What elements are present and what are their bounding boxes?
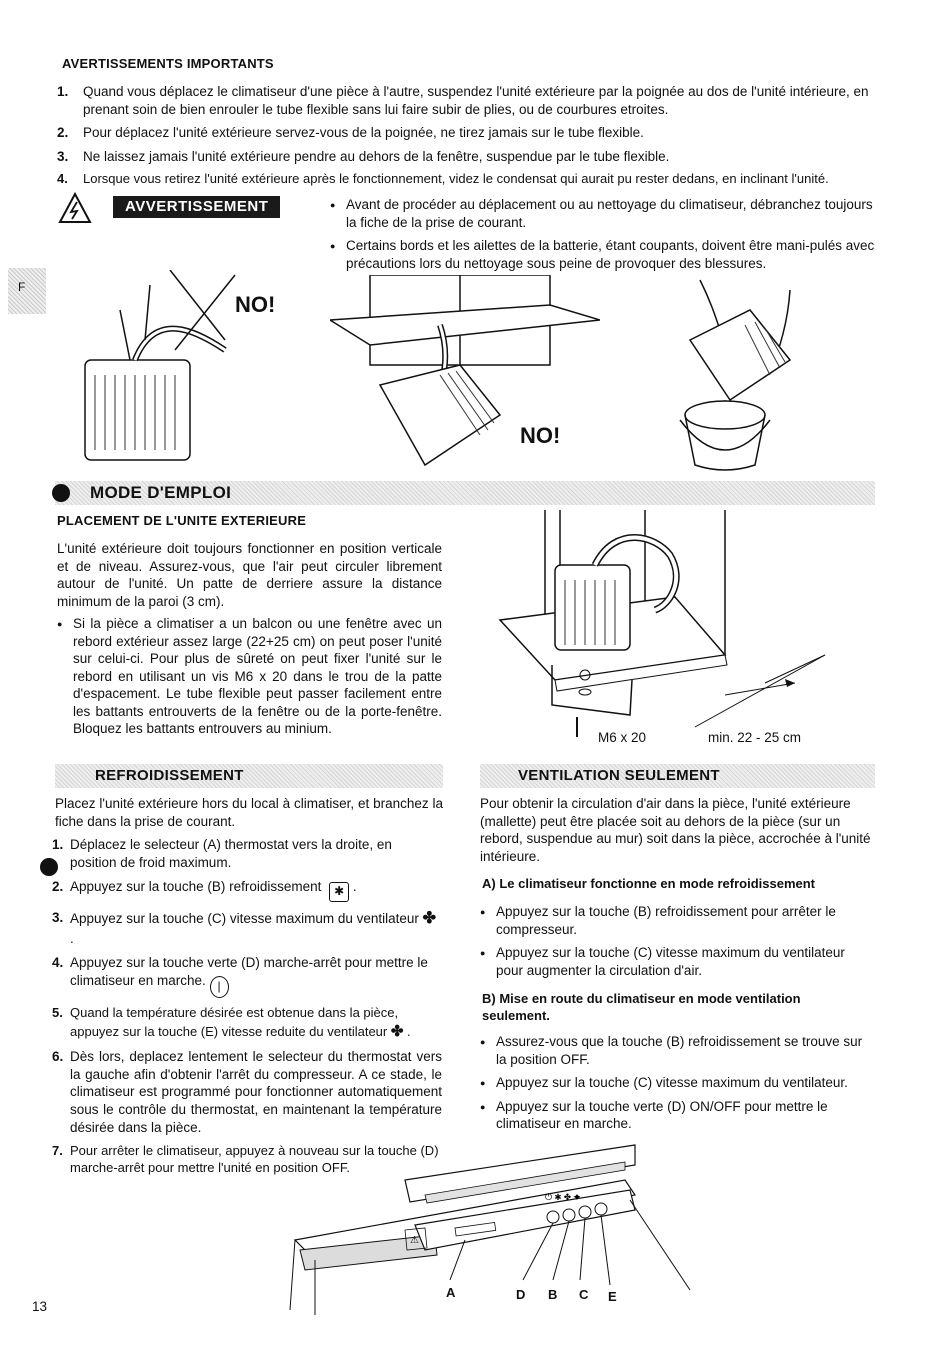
fan-high-icon: ✤: [422, 910, 437, 928]
list-item: 2. Appuyez sur la touche (B) refroidissement ✱ .: [52, 878, 442, 902]
avvertissement-bullets: [330, 196, 875, 278]
list-item: 7. Pour arrêter le climatiseur, appuyez à nouveau sur la touche (D) marche-arrêt pour mettre l'unité en position OFF.: [52, 1143, 439, 1175]
ventilation-section-a-title: A) Le climatiseur fonctionne en mode refroidissement: [482, 876, 816, 891]
placement-text: L'unité extérieure doit toujours fonctionner en position verticale et de niveau. Assurez-vous, que l'air peut circuler librement autour de l'unité. Un patte de derriere assure la distance minimum de la paroi (3 cm).: [57, 541, 442, 609]
panel-label-e: E: [608, 1289, 617, 1304]
refroidissement-intro: Placez l'unité extérieure hors du local à climatiser, et branchez la fiche dans la prise de courant.: [55, 796, 443, 829]
page-number: 13: [32, 1299, 48, 1314]
list-item: ● Certains bords et les ailettes de la batterie, étant coupants, doivent être mani-pulés avec précautions lors du nettoyage sous peine de provoquer des blessures.: [330, 237, 875, 272]
list-item: 5. Quand la température désirée est obtenue dans la pièce, appuyez sur la touche (E) vitesse reduite du ventilateur ✤ .: [52, 1004, 411, 1040]
list-item: ● Assurez-vous que la touche (B) refroidissement se trouve sur la position OFF.: [480, 1033, 875, 1068]
list-item: 4. Appuyez sur la touche verte (D) marche-arrêt pour mettre le climatiseur en marche. |: [52, 954, 442, 998]
placement-bullets: [57, 615, 442, 744]
fan-low-icon: ✤: [390, 1022, 404, 1040]
illustration-control-panel: [285, 1140, 705, 1320]
list-item: ● Appuyez sur la touche verte (D) ON/OFF pour mettre le climatiseur en marche.: [480, 1098, 875, 1133]
snowflake-icon: ✱: [329, 882, 349, 902]
power-icon: |: [210, 976, 229, 998]
warning-item: 1. Quand vous déplacez le climatiseur d'une pièce à l'autre, suspendez l'unité extérieure par la poignée au dos de l'unité intérieure, en prenant soin de bien enrouler le tube flexible sans lui faire subir de plies, ou de courbures etroites.: [57, 84, 869, 117]
list-item: ● Appuyez sur la touche (C) vitesse maximum du ventilateur pour augmenter la circulation d'air.: [480, 944, 875, 979]
illustration-no-hang-window: [330, 275, 600, 475]
fig-screw-label: M6 x 20: [598, 730, 647, 745]
panel-label-c: C: [579, 1287, 589, 1302]
panel-label-d: D: [516, 1287, 526, 1302]
side-tab: F: [8, 268, 46, 314]
no-label: NO!: [235, 292, 276, 317]
svg-text:⏻ ✱ ✤ ✦: ⏻ ✱ ✤ ✦: [545, 1192, 581, 1202]
electric-warning-icon: [58, 192, 92, 224]
list-item: ● Appuyez sur la touche (B) refroidissement pour arrêter le compresseur.: [480, 903, 875, 938]
fig-min-label: min. 22 - 25 cm: [708, 730, 802, 745]
panel-label-a: A: [446, 1285, 456, 1300]
warnings-title: AVERTISSEMENTS IMPORTANTS: [62, 56, 274, 71]
ventilation-intro: Pour obtenir la circulation d'air dans la pièce, l'unité extérieure (mallette) peut être placée soit au dehors de la pièce (sur un rebord, suspendue au mur) soit dans la pièce, accrochée à l'unité intérieure.: [480, 796, 871, 864]
no-label: NO!: [520, 423, 561, 448]
list-item: ● Appuyez sur la touche (C) vitesse maximum du ventilateur.: [480, 1074, 875, 1092]
ventilation-section-b-title: B) Mise en route du climatiseur en mode ventilation seulement.: [482, 991, 801, 1023]
ventilation-section-b-bullets: [480, 1033, 875, 1139]
placement-title: PLACEMENT DE L'UNITE EXTERIEURE: [57, 513, 307, 528]
ventilation-title: VENTILATION SEULEMENT: [518, 767, 720, 784]
illustration-placement: [495, 505, 840, 750]
list-item: 6. Dès lors, deplacez lentement le selecteur du thermostat vers la gauche afin d'obtenir l'arrêt du compresseur. A ce stade, le climatiseur est programmé pour fonctionner automatiquement sous le contrôle du thermostat, en maintenant la température désirée dans la pièce.: [52, 1049, 442, 1135]
list-item: 1. Déplacez le selecteur (A) thermostat vers la droite, en position de froid maximum.: [52, 837, 392, 870]
illustration-drain-condensate: [670, 270, 820, 480]
refroidissement-steps: [52, 836, 442, 1184]
list-item: 3. Appuyez sur la touche (C) vitesse maximum du ventilateur ✤ .: [52, 910, 437, 946]
warning-item: 2. Pour déplacez l'unité extérieure servez-vous de la poignée, ne tirez jamais sur le tube flexible.: [57, 125, 644, 141]
svg-text:⚠: ⚠: [410, 1235, 419, 1246]
avvertissement-label: AVVERTISSEMENT: [113, 196, 280, 218]
warnings-list: [57, 83, 872, 194]
section-dot: [52, 484, 70, 502]
ventilation-section-a-bullets: [480, 903, 875, 985]
panel-label-b: B: [548, 1287, 558, 1302]
refroidissement-title: REFROIDISSEMENT: [95, 767, 244, 784]
mode-emploi-title: MODE D'EMPLOI: [90, 483, 232, 502]
warning-item: 4. Lorsque vous retirez l'unité extérieure après le fonctionnement, videz le condensat qui aurait pu rester dedans, en inclinant l'unité.: [57, 171, 829, 187]
list-item: ● Avant de procéder au déplacement ou au nettoyage du climatiseur, débranchez toujours la fiche de la prise de courant.: [330, 196, 875, 231]
illustration-no-pull-hose: [75, 270, 285, 470]
list-item: ● Si la pièce a climatiser a un balcon ou une fenêtre avec un rebord extérieur assez large (22+25 cm) on peut poser l'unité sur celui-ci. Pour plus de sûreté on peut fixer l'unité sur le rebord en utilisant un vis M6 x 20 dans le trou de la patte d'espacement. Le tube flexible peut passer facilement entre les battants entrouverts de la fenêtre ou de la porte-fenêtre. Bloquez les battants entrouvers au minium.: [57, 615, 442, 738]
warning-item: 3. Ne laissez jamais l'unité extérieure pendre au dehors de la fenêtre, suspendue par le tube flexible.: [57, 148, 670, 164]
